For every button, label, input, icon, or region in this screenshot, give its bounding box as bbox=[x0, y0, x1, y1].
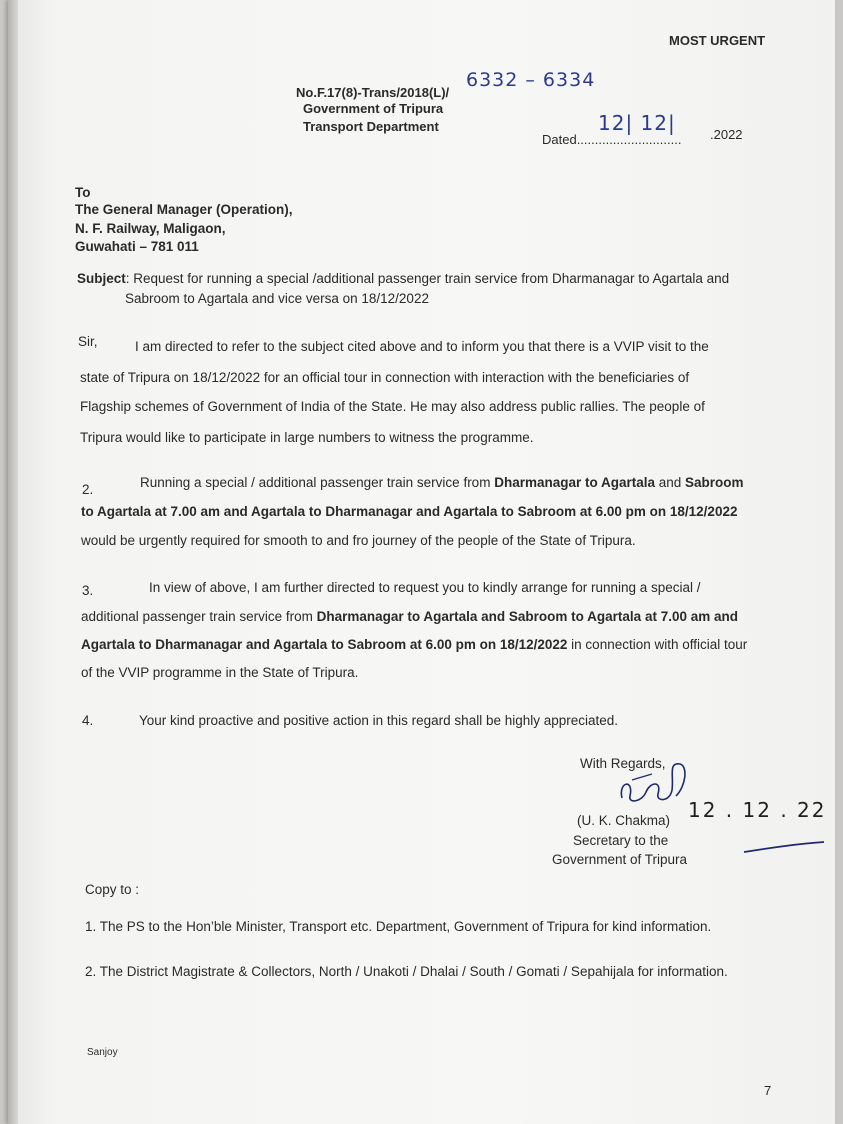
para2-line-1 bbox=[140, 474, 744, 491]
para3-line-3 bbox=[81, 636, 747, 653]
department-name: Transport Department bbox=[303, 119, 439, 134]
file-number-handwritten: 6332 – 6334 bbox=[466, 69, 596, 91]
copy-item-2: 2. The District Magistrate & Collectors, North / Unakoti / Dhalai / South / Gomati / Sepahijala for information. bbox=[85, 964, 728, 979]
para4-number: 4. bbox=[82, 713, 94, 728]
para2-text-a: Running a special / additional passenger train service from bbox=[140, 475, 495, 490]
signature-scribble bbox=[612, 752, 692, 812]
para1-line-3: Flagship schemes of Government of India of the State. He may also address public rallies. The people of bbox=[80, 399, 705, 414]
file-number: No.F.17(8)-Trans/2018(L)/ bbox=[296, 85, 450, 100]
para1-line-1: I am directed to refer to the subject cited above and to inform you that there is a VVIP visit to the bbox=[135, 339, 709, 354]
signature-date-handwritten: 12 . 12 . 22 bbox=[688, 798, 827, 822]
subject-line-1 bbox=[77, 270, 729, 287]
dated-label: Dated............................. bbox=[542, 132, 682, 147]
typist-initials: Sanjoy bbox=[87, 1047, 118, 1058]
para1-line-4: Tripura would like to participate in large numbers to witness the programme. bbox=[80, 430, 534, 445]
para2-number: 2. bbox=[82, 482, 94, 497]
to-label: To bbox=[75, 185, 91, 200]
subject-label: Subject bbox=[77, 271, 126, 286]
signatory-title-2: Government of Tripura bbox=[552, 852, 688, 867]
addressee-line-1: The General Manager (Operation), bbox=[75, 202, 293, 217]
page-edge-shadow bbox=[8, 0, 18, 1124]
para3-line-4: of the VVIP programme in the State of Tripura. bbox=[81, 665, 359, 680]
para3-text-c: Agartala to Dharmanagar and Agartala to Sabroom at 6.00 pm on 18/12/2022 bbox=[81, 637, 568, 652]
para3-text-d: in connection with official tour bbox=[567, 637, 748, 652]
addressee-line-3: Guwahati – 781 011 bbox=[75, 239, 199, 254]
para3-text-a: additional passenger train service from bbox=[81, 609, 317, 624]
para4-text: Your kind proactive and positive action in this regard shall be highly appreciated. bbox=[139, 713, 619, 728]
para2-line-2: to Agartala at 7.00 am and Agartala to Dharmanagar and Agartala to Sabroom at 6.00 pm on 18/12/2022 bbox=[81, 504, 738, 519]
para3-line-2 bbox=[81, 608, 738, 625]
para2-text-c: and bbox=[655, 475, 686, 490]
signature-underline bbox=[740, 838, 830, 858]
signatory-name: (U. K. Chakma) bbox=[577, 813, 671, 828]
para2-line-3: would be urgently required for smooth to and fro journey of the people of the State of Tripura. bbox=[81, 533, 636, 548]
para2-text-d: Sabroom bbox=[685, 475, 744, 490]
addressee-line-2: N. F. Railway, Maligaon, bbox=[75, 221, 226, 236]
para2-text-b: Dharmanagar to Agartala bbox=[494, 475, 655, 490]
copy-to-label: Copy to : bbox=[85, 882, 140, 897]
date-handwritten: 12| 12| bbox=[598, 111, 676, 135]
para3-number: 3. bbox=[82, 583, 94, 598]
signatory-title-1: Secretary to the bbox=[573, 833, 669, 848]
urgency-label: MOST URGENT bbox=[669, 33, 766, 48]
government-name: Government of Tripura bbox=[303, 101, 444, 116]
para3-text-b: Dharmanagar to Agartala and Sabroom to Agartala at 7.00 am and bbox=[316, 609, 738, 624]
subject-text-1: : Request for running a special /additional passenger train service from Dharmanagar to Agartala and bbox=[125, 271, 730, 286]
page-number: 7 bbox=[764, 1083, 772, 1098]
salutation: Sir, bbox=[78, 334, 98, 349]
dated-year: .2022 bbox=[710, 127, 743, 142]
subject-line-2: Sabroom to Agartala and vice versa on 18/12/2022 bbox=[125, 291, 429, 306]
letter-page bbox=[8, 0, 835, 1124]
copy-item-1: 1. The PS to the Hon’ble Minister, Transport etc. Department, Government of Tripura for kind information. bbox=[85, 919, 712, 934]
with-regards: With Regards, bbox=[580, 756, 666, 771]
para1-line-2: state of Tripura on 18/12/2022 for an official tour in connection with interaction with the beneficiaries of bbox=[80, 370, 690, 385]
para3-line-1: In view of above, I am further directed to request you to kindly arrange for running a special / bbox=[149, 580, 701, 595]
